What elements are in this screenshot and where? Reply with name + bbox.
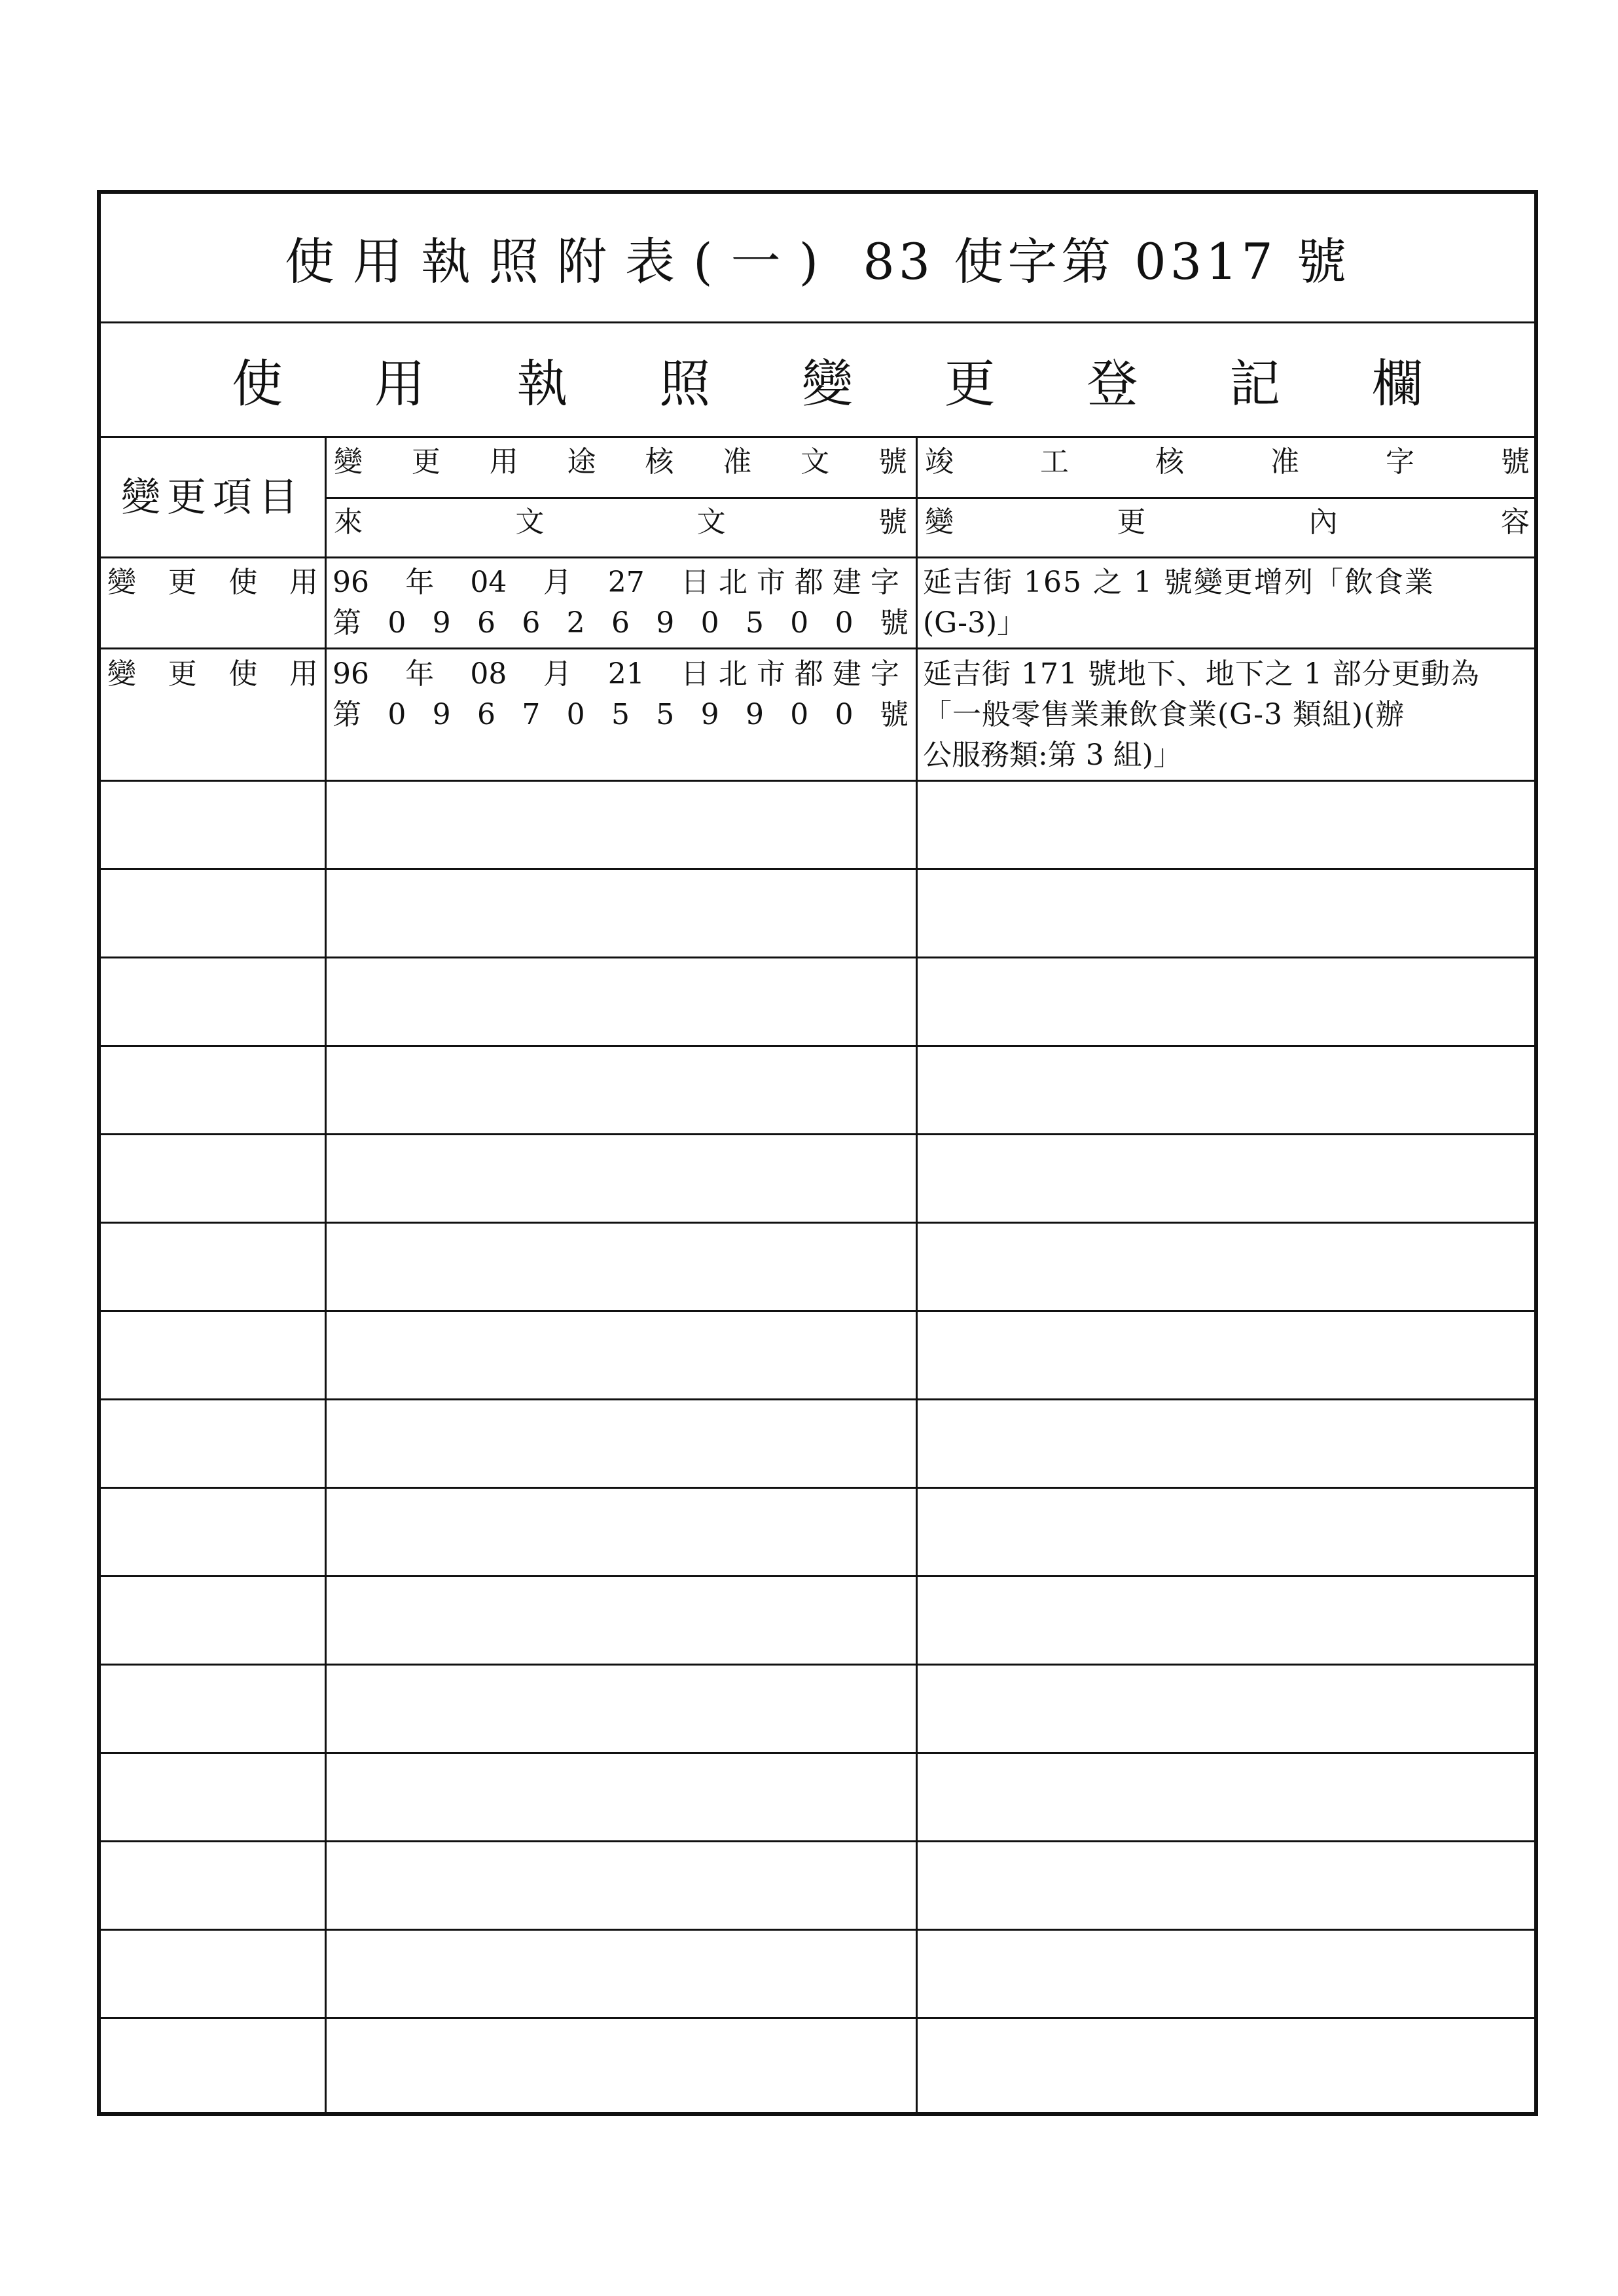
header-divider <box>327 497 1534 499</box>
header-char: 容 <box>1500 505 1530 539</box>
item-char: 變 <box>107 566 136 599</box>
subtitle-char: 照 <box>659 355 711 414</box>
header-change-item: 變更項目 <box>121 474 304 520</box>
column-divider <box>325 438 327 2112</box>
header-char: 途 <box>567 445 596 479</box>
ref-digit: 0 <box>835 698 854 731</box>
ref-digit: 號 <box>879 606 908 640</box>
content-line: 延吉街 171 號地下、地下之 1 部分更動為 <box>923 657 1480 691</box>
empty-row-divider <box>101 1840 1534 1842</box>
ref-part: 08 <box>470 657 507 691</box>
header-char: 號 <box>878 505 907 539</box>
ref-part: 月 <box>543 566 572 599</box>
item-char: 更 <box>168 657 197 691</box>
empty-row-divider <box>101 868 1534 870</box>
empty-row-divider <box>101 957 1534 958</box>
header-char: 號 <box>1501 445 1530 479</box>
header-char: 文 <box>800 445 830 479</box>
form-subtitle <box>101 323 1534 438</box>
ref-digit: 0 <box>790 698 809 731</box>
subtitle-char: 更 <box>944 355 996 414</box>
content-line: (G-3)」 <box>923 606 1026 640</box>
header-char: 核 <box>1155 445 1184 479</box>
header-char: 變 <box>334 445 363 479</box>
ref-part: 21 <box>607 657 645 691</box>
ref-digit: 5 <box>611 698 630 731</box>
empty-row-divider <box>101 1133 1534 1135</box>
content-line: 公服務類:第 3 組)」 <box>923 738 1182 772</box>
empty-row-divider <box>101 1664 1534 1666</box>
ref-digit: 第 <box>333 606 361 640</box>
row-divider <box>101 556 1534 558</box>
subtitle-char: 執 <box>516 355 568 414</box>
content-line: 延吉街 165 之 1 號變更增列「飲食業 <box>923 566 1435 599</box>
item-char: 更 <box>168 566 197 599</box>
entry-ref-date <box>330 654 911 695</box>
entry-ref-number <box>330 603 911 644</box>
header-approval-ref <box>330 442 911 494</box>
form-title: 使用執照附表(一) <box>285 232 837 291</box>
ref-part: 日北市都建字 <box>680 566 908 599</box>
header-char: 准 <box>1270 445 1299 479</box>
header-char: 內 <box>1308 505 1338 539</box>
header-incoming-ref <box>330 502 911 555</box>
entry-item <box>105 654 321 695</box>
empty-row-divider <box>101 1222 1534 1224</box>
entry-item <box>105 562 321 603</box>
ref-digit: 第 <box>333 698 361 731</box>
subtitle-char: 記 <box>1229 355 1281 414</box>
ref-digit: 6 <box>522 606 541 640</box>
empty-row-divider <box>101 2017 1534 2019</box>
empty-row-divider <box>101 1045 1534 1047</box>
subtitle-char: 變 <box>801 355 853 414</box>
header-char: 用 <box>489 445 518 479</box>
subtitle-char: 欄 <box>1371 355 1423 414</box>
ref-digit: 6 <box>611 606 630 640</box>
ref-digit: 0 <box>700 606 719 640</box>
item-char: 使 <box>228 566 258 599</box>
item-char: 用 <box>289 566 318 599</box>
empty-row-divider <box>101 1310 1534 1312</box>
ref-digit: 6 <box>476 606 495 640</box>
subtitle-char: 使 <box>232 355 283 414</box>
item-char: 使 <box>228 657 258 691</box>
change-register-table <box>101 438 1534 2112</box>
header-char: 變 <box>925 505 954 539</box>
item-char: 變 <box>107 657 136 691</box>
entry-ref-date <box>330 562 911 603</box>
header-char: 文 <box>696 505 726 539</box>
ref-part: 04 <box>470 566 507 599</box>
content-line: 「一般零售業兼飲食業(G-3 類組)(辦 <box>923 698 1405 731</box>
entry-change-content <box>923 562 1532 644</box>
row-divider <box>101 780 1534 782</box>
ref-part: 日北市都建字 <box>680 657 908 691</box>
ref-digit: 9 <box>432 698 451 731</box>
ref-digit: 5 <box>745 606 764 640</box>
header-char: 竣 <box>925 445 954 479</box>
empty-row-divider <box>101 1752 1534 1754</box>
ref-digit: 號 <box>879 698 908 731</box>
column-divider <box>916 438 918 2112</box>
ref-part: 27 <box>607 566 645 599</box>
empty-row-divider <box>101 1398 1534 1400</box>
subtitle-char: 登 <box>1087 355 1138 414</box>
header-char: 文 <box>515 505 545 539</box>
ref-part: 月 <box>543 657 572 691</box>
subtitle-char: 用 <box>374 355 425 414</box>
ref-digit: 0 <box>566 698 585 731</box>
header-char: 更 <box>1117 505 1146 539</box>
ref-digit: 9 <box>700 698 719 731</box>
ref-digit: 9 <box>432 606 451 640</box>
entry-ref-number <box>330 695 911 735</box>
ref-part: 年 <box>405 566 435 599</box>
ref-digit: 9 <box>656 606 675 640</box>
ref-digit: 5 <box>656 698 675 731</box>
header-char: 字 <box>1386 445 1414 479</box>
ref-digit: 7 <box>522 698 541 731</box>
ref-part: 96 <box>333 566 369 599</box>
ref-part: 96 <box>333 657 369 691</box>
header-char: 工 <box>1040 445 1069 479</box>
empty-row-divider <box>101 1487 1534 1489</box>
permit-number: 83 使字第 0317 號 <box>863 232 1350 291</box>
empty-row-divider <box>101 1575 1534 1577</box>
ref-digit: 0 <box>790 606 809 640</box>
item-char: 用 <box>289 657 318 691</box>
empty-row-divider <box>101 1929 1534 1931</box>
header-char: 核 <box>645 445 674 479</box>
ref-digit: 0 <box>387 606 406 640</box>
header-char: 更 <box>411 445 440 479</box>
header-char: 號 <box>878 445 907 479</box>
row-divider <box>101 647 1534 649</box>
ref-digit: 2 <box>566 606 585 640</box>
header-char: 來 <box>334 505 363 539</box>
header-change-content <box>921 502 1534 555</box>
ref-digit: 0 <box>387 698 406 731</box>
entry-change-content <box>923 654 1532 776</box>
header-char: 准 <box>723 445 752 479</box>
usage-permit-form <box>97 190 1538 2116</box>
ref-digit: 9 <box>745 698 764 731</box>
ref-part: 年 <box>405 657 435 691</box>
ref-digit: 0 <box>835 606 854 640</box>
header-completion-ref <box>921 442 1534 494</box>
ref-digit: 6 <box>476 698 495 731</box>
form-title-row <box>101 194 1534 323</box>
